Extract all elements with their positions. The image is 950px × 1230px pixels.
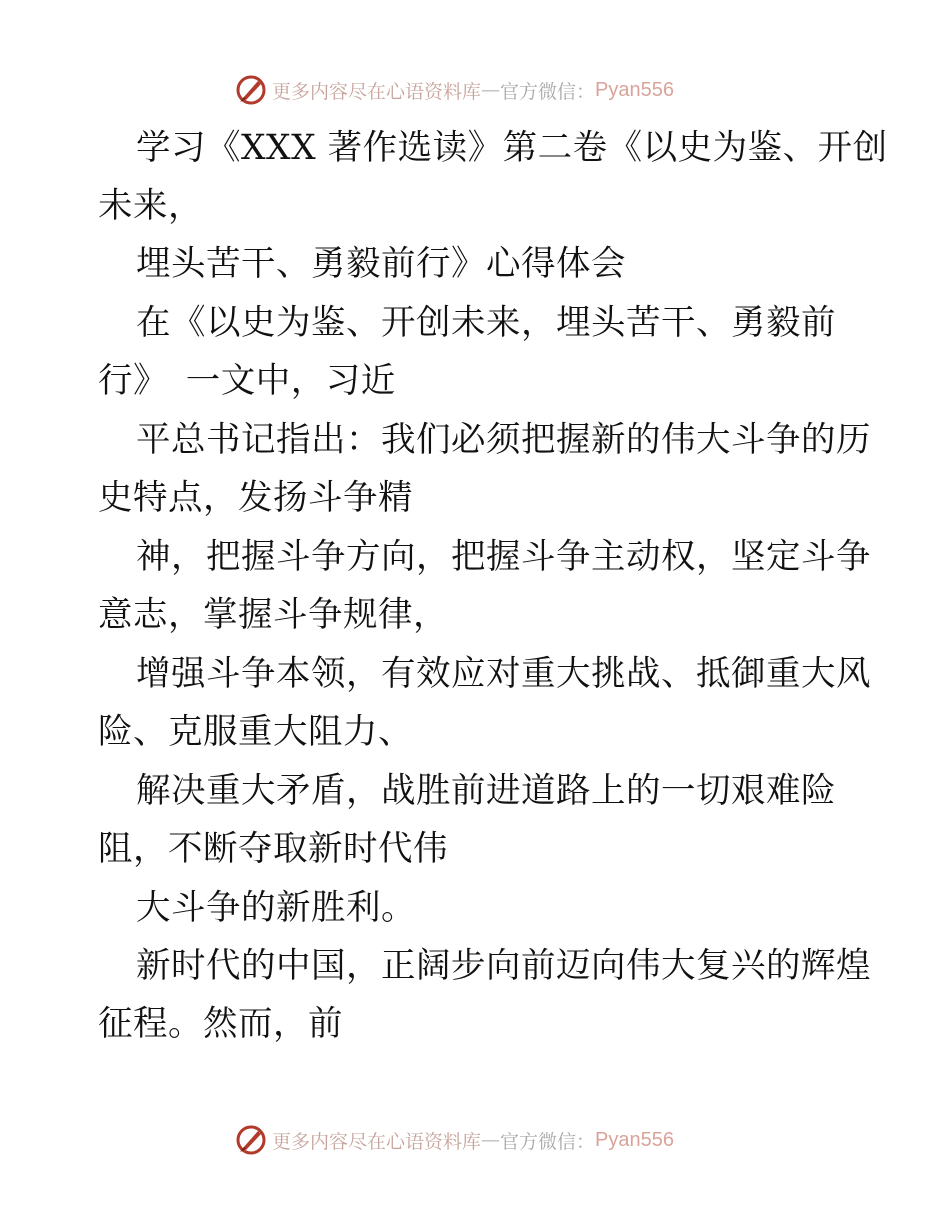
watermark-separator: — [481,79,501,101]
paragraph-line: 大斗争的新胜利。 [136,888,416,928]
paragraph-line: 行》 一文中，习近 [98,361,396,401]
paragraph-line: 在《以史为鉴、开创未来，埋头苦干、勇毅前 [136,303,836,343]
watermark-site-text: 更多内容尽在心语资料库 [272,1130,482,1153]
paragraph-line: 意志，掌握斗争规律， [98,595,448,635]
watermark-separator: — [481,1129,501,1151]
title-line-2: 未来， [98,186,203,226]
watermark-label: 官方微信： [500,80,596,103]
paragraph-line: 增强斗争本领，有效应对重大挑战、抵御重大风 [136,654,871,694]
paragraph-line: 阻，不断夺取新时代伟 [98,829,448,869]
red-quill-seal-icon [234,1123,268,1157]
paragraph-line: 平总书记指出：我们必须把握新的伟大斗争的历 [136,420,871,460]
title-line-3: 埋头苦干、勇毅前行》心得体会 [136,244,626,284]
paragraph-line: 解决重大矛盾，战胜前进道路上的一切艰难险 [136,771,836,811]
paragraph-line: 史特点，发扬斗争精 [98,478,413,518]
watermark-label: 官方微信： [500,1130,596,1153]
watermark-id: Pyan556 [595,1128,674,1151]
paragraph-line: 神，把握斗争方向，把握斗争主动权，坚定斗争 [136,537,871,577]
paragraph-line: 新时代的中国，正阔步向前迈向伟大复兴的辉煌 [136,946,871,986]
paragraph-line: 险、克服重大阻力、 [98,712,413,752]
paragraph-line: 征程。然而，前 [98,1004,343,1044]
red-quill-seal-icon [234,73,268,107]
title-line-1: 学习《XXX 著作选读》第二卷《以史为鉴、开创 [136,128,888,168]
watermark-id: Pyan556 [595,78,674,101]
header-watermark [234,72,674,108]
footer-watermark [234,1122,674,1158]
watermark-site-text: 更多内容尽在心语资料库 [272,80,482,103]
